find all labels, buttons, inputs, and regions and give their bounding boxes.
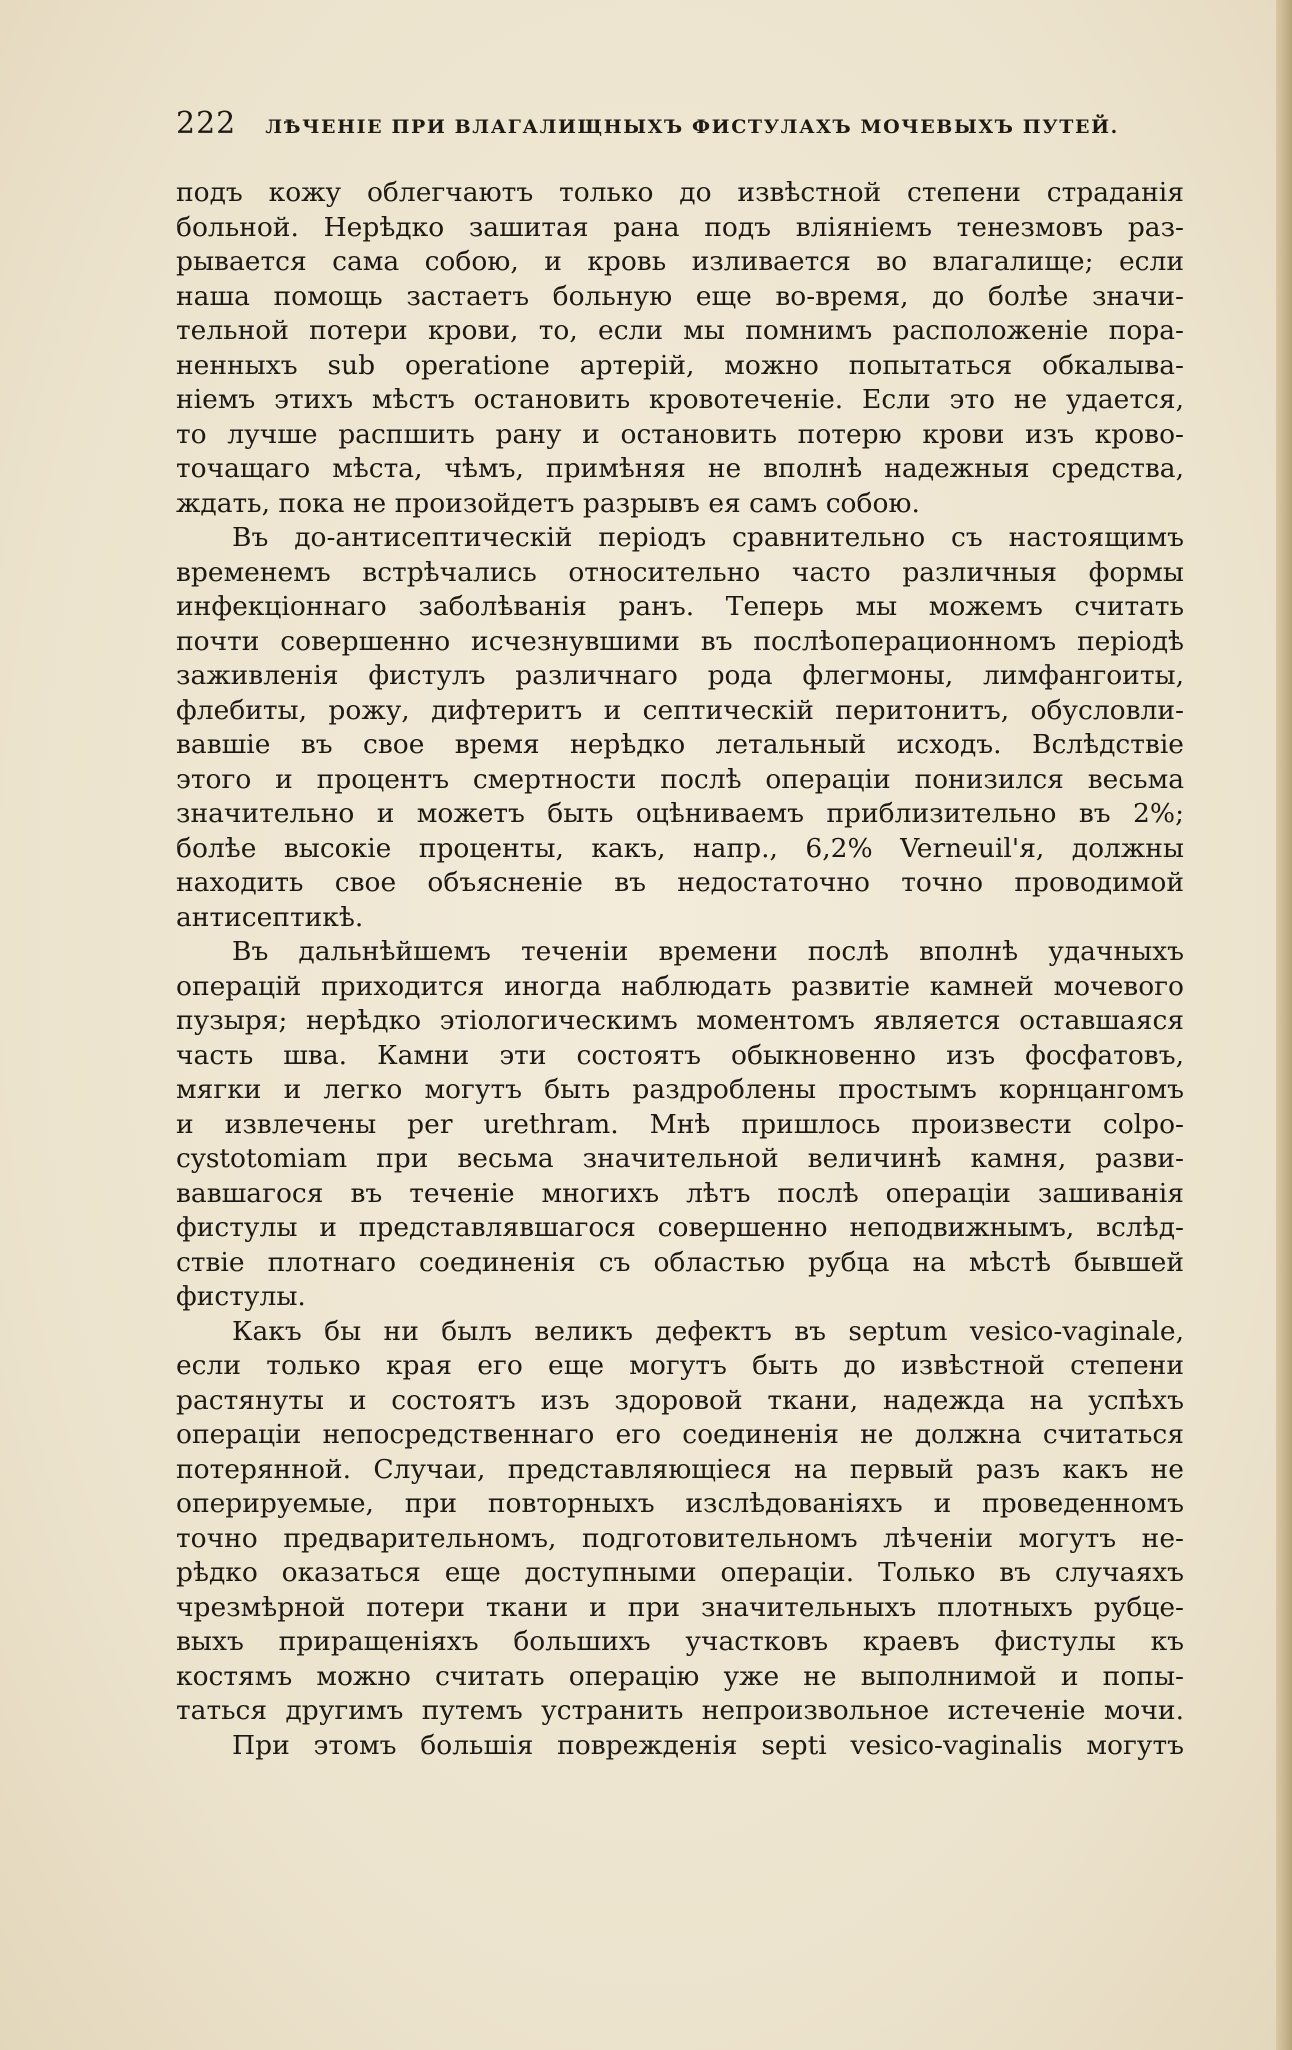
text-line: растянуты и состоятъ изъ здоровой ткани, надежда на успѣхъ [176,1384,1184,1416]
text-line: ненныхъ sub operatione артерій, можно попытаться обкалыва- [176,349,1184,381]
text-line: фистулы и представлявшагося совершенно неподвижнымъ, вслѣд- [176,1212,1184,1243]
text-line: заживленія фистулъ различнаго рода флегмоны, лимфангоиты, [176,660,1184,691]
text-line: этого и процентъ смертности послѣ операціи понизился весьма [176,763,1184,795]
paragraph-1 [176,176,1184,521]
text-line: Въ дальнѣйшемъ теченіи времени послѣ вполнѣ удачныхъ [232,936,1184,967]
body-text [176,176,1184,1763]
text-line: ніемъ этихъ мѣстъ остановить кровотеченіе. Если это не удается, [176,384,1184,415]
text-line: операцій приходится иногда наблюдать развитіе камней мочевого [176,970,1184,1002]
text-line: костямъ можно считать операцію уже не выполнимой и попы- [176,1660,1184,1692]
text-line: то лучше распшить рану и остановить потерю крови изъ крово- [176,418,1184,450]
text-line: ствіе плотнаго соединенія съ областью рубца на мѣстѣ бывшей [176,1246,1184,1278]
text-line: таться другимъ путемъ устранить непроизвольное истеченіе мочи. [176,1695,1184,1726]
text-line: антисептикѣ. [176,901,364,933]
text-line: инфекціоннаго заболѣванія ранъ. Теперь мы можемъ считать [176,591,1184,622]
text-line: фистулы. [176,1281,306,1312]
text-line: подъ кожу облегчаютъ только до извѣстной степени страданія [176,177,1184,208]
paragraph-2 [176,521,1184,935]
page-edge [1276,0,1292,2050]
text-line: флебиты, рожу, дифтеритъ и септическій перитонитъ, обусловли- [176,694,1184,726]
text-line: рѣдко оказаться еще доступными операціи. Только въ случаяхъ [176,1557,1184,1588]
text-line: тельной потери крови, то, если мы помнимъ расположеніе пора- [176,315,1184,346]
text-line: больной. Нерѣдко зашитая рана подъ вліяніемъ тенезмовъ раз- [176,211,1184,243]
text-line: чрезмѣрной потери ткани и при значительныхъ плотныхъ рубце- [176,1591,1184,1623]
text-line: точно предварительномъ, подготовительномъ лѣченіи могутъ не- [176,1522,1184,1554]
text-line: Въ до-антисептическій періодъ сравнительно съ настоящимъ [232,522,1184,553]
text-line: оперируемые, при повторныхъ изслѣдованіяхъ и проведенномъ [176,1488,1184,1519]
text-line: вавшагося въ теченіе многихъ лѣтъ послѣ операціи зашиванія [176,1177,1184,1209]
text-line: почти совершенно исчезнувшими въ послѣоперационномъ періодѣ [176,625,1184,657]
text-line: При этомъ большія поврежденія septi vesico-vaginalis могутъ [232,1729,1184,1761]
text-line: ждать, пока не произойдетъ разрывъ ея самъ собою. [176,487,920,519]
text-line: потерянной. Случаи, представляющіеся на первый разъ какъ не [176,1453,1184,1485]
text-line: часть шва. Камни эти состоятъ обыкновенно изъ фосфатовъ, [176,1039,1184,1071]
page-header [176,106,1119,141]
text-line: находить свое объясненіе въ недостаточно точно проводимой [176,867,1184,898]
text-line: значительно и можетъ быть оцѣниваемъ приблизительно въ 2%; [176,798,1184,829]
page-number: 222 [176,106,237,141]
text-line: наша помощь застаетъ больную еще во-время, до болѣе значи- [176,280,1184,312]
text-line: выхъ приращеніяхъ большихъ участковъ краевъ фистулы къ [176,1626,1184,1657]
text-line: операціи непосредственнаго его соединенія не должна считаться [176,1419,1184,1450]
text-line: и извлечены per urethram. Мнѣ пришлось произвести colpo- [176,1108,1184,1140]
paragraph-5 [176,1729,1184,1764]
text-line: cystotomiam при весьма значительной величинѣ камня, разви- [176,1143,1184,1174]
text-line: точащаго мѣста, чѣмъ, примѣняя не вполнѣ надежныя средства, [176,453,1184,484]
text-line: временемъ встрѣчались относительно часто различныя формы [176,556,1184,588]
text-line: мягки и легко могутъ быть раздроблены простымъ корнцангомъ [176,1074,1184,1105]
text-line: рывается сама собою, и кровь изливается во влагалище; если [176,246,1184,277]
text-line: если только края его еще могутъ быть до извѣстной степени [176,1350,1184,1381]
text-line: вавшіе въ свое время нерѣдко летальный исходъ. Вслѣдствіе [176,729,1184,760]
text-line: пузыря; нерѣдко этіологическимъ моментомъ является оставшаяся [176,1005,1184,1036]
text-line: Какъ бы ни былъ великъ дефектъ въ septum vesico-vaginale, [232,1315,1184,1347]
paragraph-3 [176,935,1184,1315]
paragraph-4 [176,1315,1184,1729]
running-title: ЛѢЧЕНІЕ ПРИ ВЛАГАЛИЩНЫХЪ ФИСТУЛАХЪ МОЧЕВЫХЪ ПУТЕЙ. [265,116,1119,138]
text-line: болѣе высокіе проценты, какъ, напр., 6,2% Verneuil'я, должны [176,832,1184,864]
